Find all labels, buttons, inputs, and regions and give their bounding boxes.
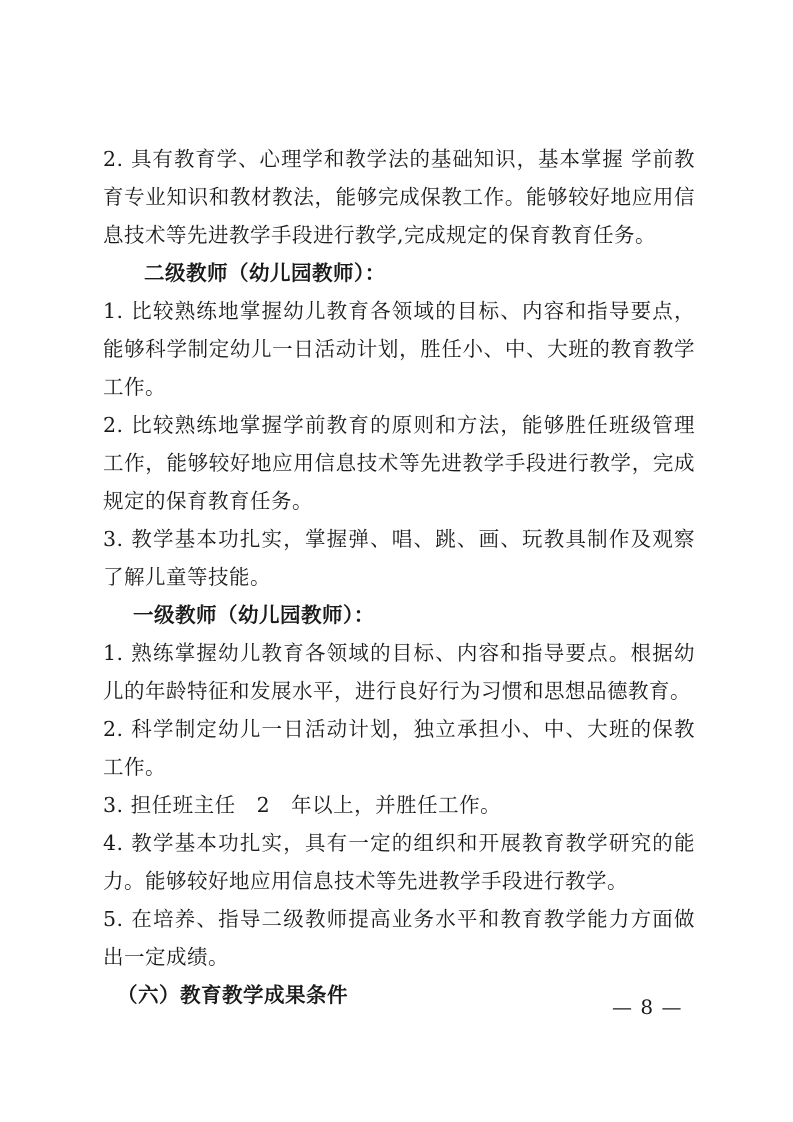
item-general-2: 2. 具有教育学、心理学和教学法的基础知识，基本掌握 学前教育专业知识和教材教法，能够完成保教工作。能够较好地应用信息技术等先进教学手段进行教学,完成规定的保育教育任务。 [103,147,695,247]
page-number: — 8 — [612,995,683,1019]
item-second-2: 2. 比较熟练地掌握学前教育的原则和方法，能够胜任班级管理工作，能够较好地应用信息技术等先进教学手段进行教学，完成规定的保育教育任务。 [103,413,695,513]
item-first-4: 4. 教学基本功扎实，具有一定的组织和开展教育教学研究的能力。能够较好地应用信息技术等先进教学手段进行教学。 [103,831,695,893]
heading-first-grade: 一级教师（幼儿园教师）： [133,603,375,627]
item-second-3: 3. 教学基本功扎实，掌握弹、唱、跳、画、玩教具制作及观察了解儿童等技能。 [103,527,695,589]
item-first-5: 5. 在培养、指导二级教师提高业务水平和教育教学能力方面做出一定成绩。 [103,907,695,969]
heading-second-grade: 二级教师（幼儿园教师）： [144,261,386,285]
document-body [103,140,695,1014]
heading-section-six: （六）教育教学成果条件 [117,983,348,1007]
item-second-1: 1. 比较熟练地掌握幼儿教育各领域的目标、内容和指导要点，能够科学制定幼儿一日活动计划，胜任小、中、大班的教育教学工作。 [103,299,695,399]
item-first-3: 3. 担任班主任 2 年以上，并胜任工作。 [103,793,502,817]
item-first-2: 2. 科学制定幼儿一日活动计划，独立承担小、中、大班的保教工作。 [103,717,695,779]
item-first-1: 1. 熟练掌握幼儿教育各领域的目标、内容和指导要点。根据幼儿的年龄特征和发展水平，进行良好行为习惯和思想品德教育。 [103,641,695,703]
